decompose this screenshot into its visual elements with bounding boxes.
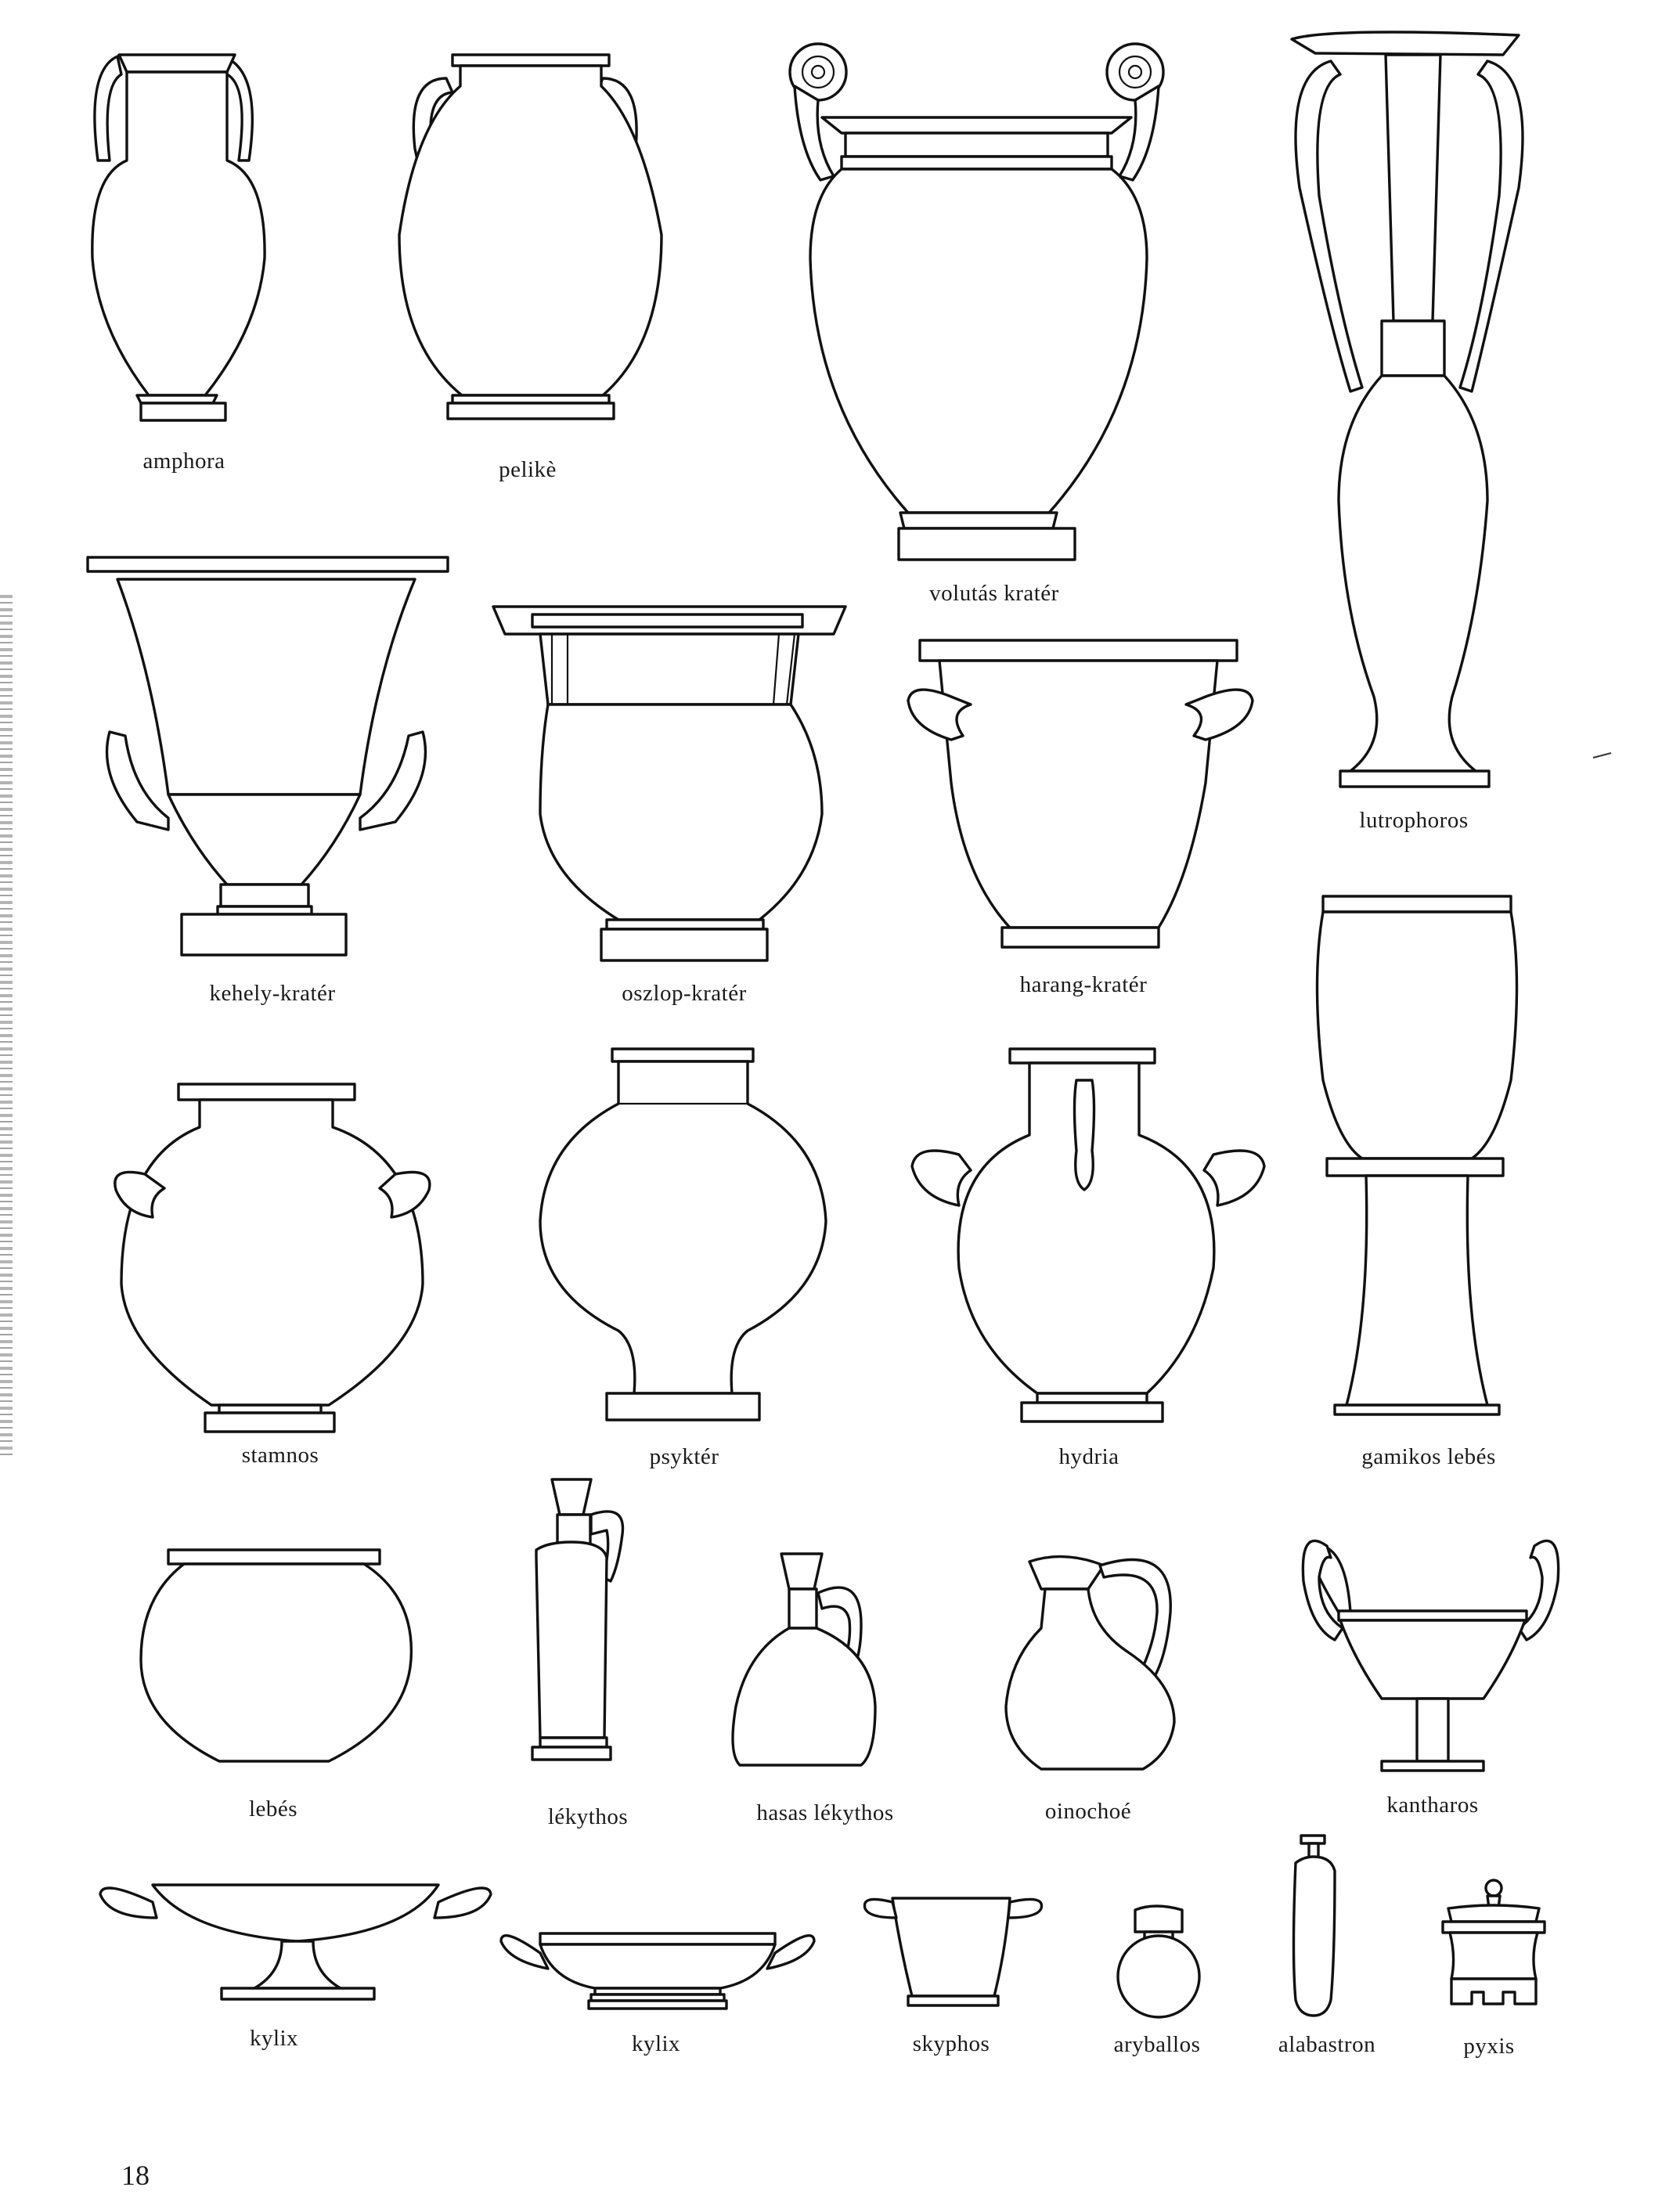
calyx-krater-drawing — [88, 557, 448, 955]
amphora-drawing — [92, 55, 265, 420]
label-kylix-2: kylix — [631, 2031, 681, 2056]
column-krater-drawing — [493, 607, 845, 960]
pelike-drawing — [399, 55, 662, 419]
stamnos-drawing — [115, 1084, 430, 1432]
label-pelike: pelikè — [499, 457, 557, 482]
oinochoe-drawing — [1006, 1557, 1174, 1769]
label-gamikos-lebes: gamikos lebés — [1361, 1444, 1496, 1469]
label-lekythos: lékythos — [547, 1804, 629, 1829]
label-bell-krater: harang-kratér — [1019, 972, 1148, 997]
alabastron-drawing — [1294, 1836, 1336, 2016]
label-pyxis: pyxis — [1463, 2034, 1515, 2059]
lebes-drawing — [141, 1550, 411, 1761]
label-oinochoe: oinochoé — [1044, 1799, 1132, 1824]
label-stamnos: stamnos — [241, 1443, 319, 1468]
label-column-krater: oszlop-kratér — [622, 981, 747, 1006]
volute-krater-drawing — [790, 44, 1163, 560]
label-lebes: lebés — [248, 1796, 298, 1821]
skyphos-drawing — [864, 1898, 1041, 2005]
label-aryballos: aryballos — [1113, 2032, 1201, 2057]
label-squat-lekythos: hasas lékythos — [756, 1800, 894, 1825]
label-calyx-krater: kehely-kratér — [209, 981, 336, 1006]
label-hydria: hydria — [1058, 1444, 1119, 1469]
loutrophoros-drawing — [1292, 32, 1523, 787]
label-alabastron: alabastron — [1278, 2032, 1376, 2057]
label-kylix-1: kylix — [249, 2026, 299, 2051]
label-volute-krater: volutás kratér — [929, 581, 1059, 606]
page-number: 18 — [121, 2160, 150, 2191]
gamikos-lebes-drawing — [1318, 896, 1517, 1414]
label-skyphos: skyphos — [912, 2031, 990, 2056]
kylix-1-drawing — [100, 1885, 491, 1999]
label-psykter: psyktér — [649, 1444, 719, 1469]
pyxis-drawing — [1443, 1880, 1545, 2004]
label-loutrophoros: lutrophoros — [1359, 808, 1469, 833]
hydria-drawing — [912, 1049, 1264, 1421]
squat-lekythos-drawing — [733, 1554, 875, 1765]
kylix-2-drawing — [501, 1933, 814, 2009]
lekythos-drawing — [532, 1479, 623, 1760]
bell-krater-drawing — [908, 640, 1253, 947]
aryballos-drawing — [1118, 1906, 1199, 2017]
kantharos-drawing — [1303, 1540, 1558, 1771]
label-kantharos: kantharos — [1386, 1793, 1479, 1818]
label-amphora: amphora — [142, 449, 225, 474]
psykter-drawing — [540, 1049, 826, 1420]
